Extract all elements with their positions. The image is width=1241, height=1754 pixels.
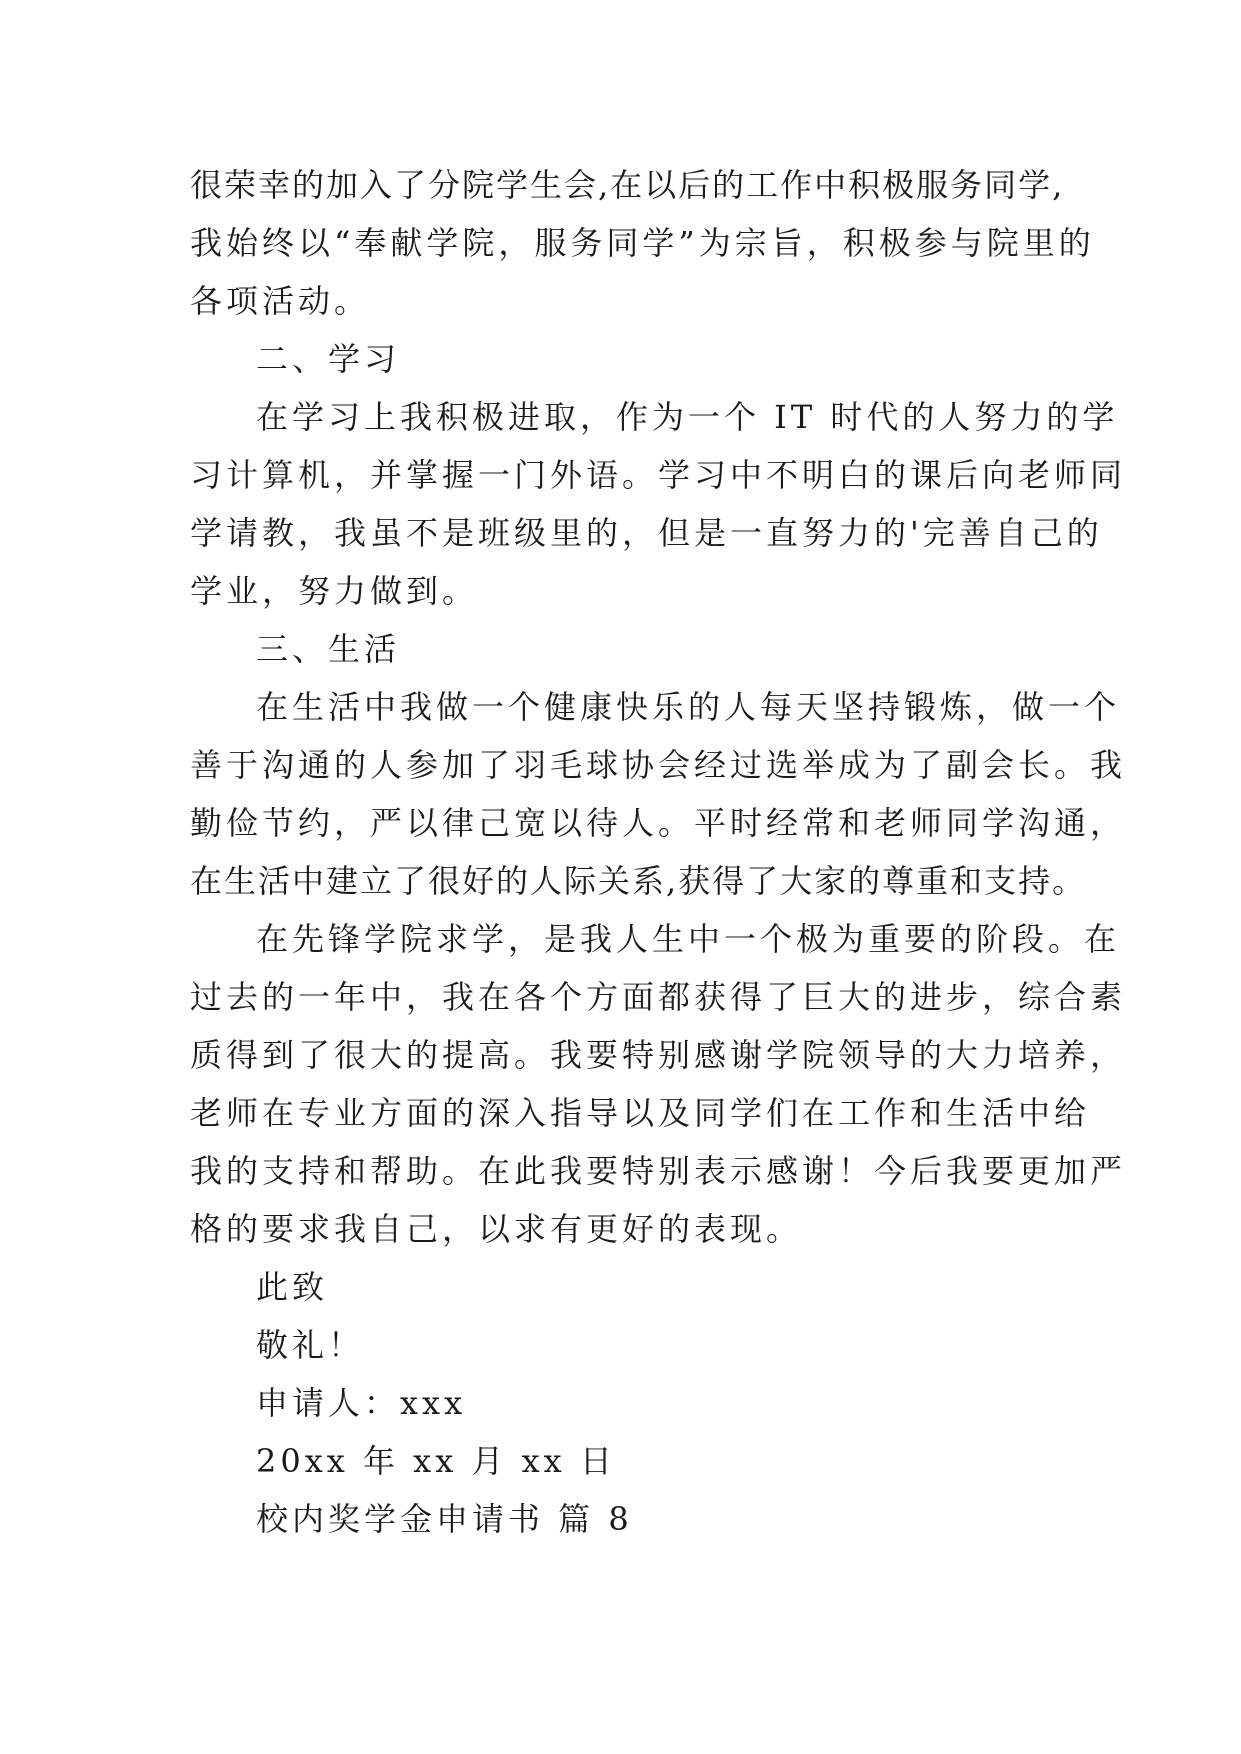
body-line-12: 勤俭节约，严以律己宽以待人。平时经常和老师同学沟通， (190, 804, 1127, 842)
closing-salutation: 此致 (256, 1268, 329, 1306)
body-line-17: 老师在专业方面的深入指导以及同学们在工作和生活中给 (190, 1094, 1091, 1132)
body-line-2: 我始终以“奉献学院，服务同学”为宗旨，积极参与院里的 (190, 224, 1095, 262)
body-line-18: 我的支持和帮助。在此我要特别表示感谢！今后我要更加严 (190, 1152, 1127, 1190)
closing-regards: 敬礼！ (256, 1326, 365, 1364)
application-date: 20xx 年 xx 月 xx 日 (256, 1442, 616, 1480)
body-line-7: 学请教，我虽不是班级里的，但是一直努力的'完善自己的 (190, 514, 1103, 552)
body-line-3: 各项活动。 (190, 282, 371, 320)
body-line-1: 很荣幸的加入了分院学生会,在以后的工作中积极服务同学, (190, 166, 1065, 204)
body-line-10: 在生活中我做一个健康快乐的人每天坚持锻炼，做一个 (256, 688, 1121, 726)
body-line-13: 在生活中建立了很好的人际关系,获得了大家的尊重和支持。 (190, 862, 1087, 900)
section-heading-study: 二、学习 (256, 340, 401, 378)
section-title: 校内奖学金申请书 篇 8 (256, 1500, 633, 1538)
section-heading-life: 三、生活 (256, 630, 401, 668)
body-line-15: 过去的一年中，我在各个方面都获得了巨大的进步，综合素 (190, 978, 1127, 1016)
body-line-11: 善于沟通的人参加了羽毛球协会经过选举成为了副会长。我 (190, 746, 1127, 784)
body-line-6: 习计算机，并掌握一门外语。学习中不明白的课后向老师同 (190, 456, 1127, 494)
body-line-5: 在学习上我积极进取，作为一个 IT 时代的人努力的学 (256, 398, 1119, 436)
body-line-14: 在先锋学院求学，是我人生中一个极为重要的阶段。在 (256, 920, 1121, 958)
body-line-8: 学业，努力做到。 (190, 572, 479, 610)
applicant-name: 申请人：xxx (256, 1384, 467, 1422)
body-line-19: 格的要求我自己，以求有更好的表现。 (190, 1210, 803, 1248)
body-line-16: 质得到了很大的提高。我要特别感谢学院领导的大力培养， (190, 1036, 1127, 1074)
